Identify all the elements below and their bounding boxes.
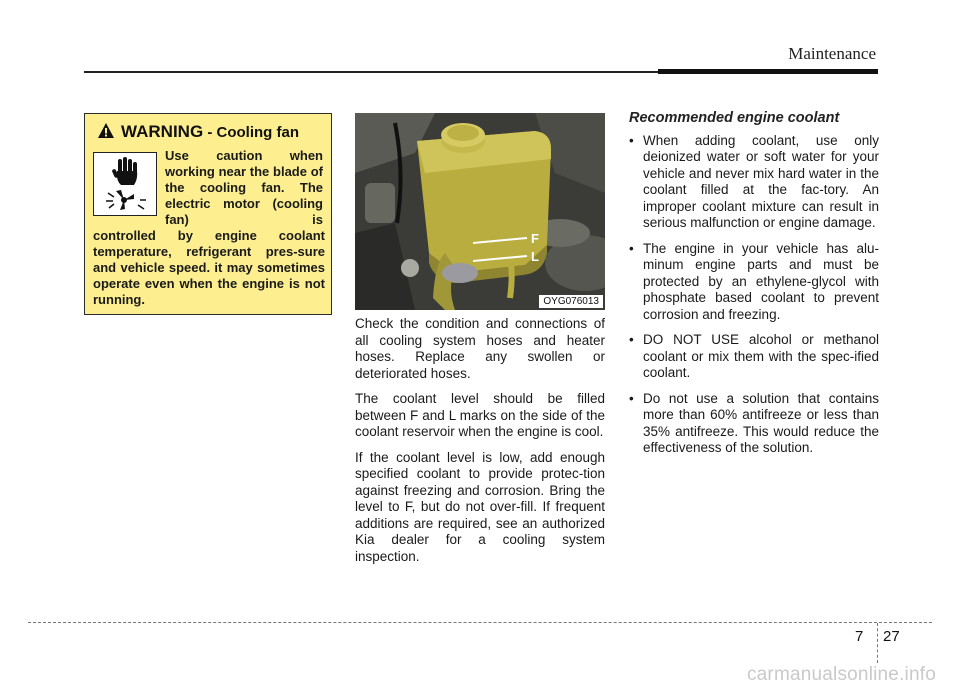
footer-divider xyxy=(877,623,878,663)
coolant-section xyxy=(629,110,879,466)
warning-pictogram xyxy=(93,152,157,216)
warning-subtitle: - Cooling fan xyxy=(203,124,299,141)
watermark: carmanualsonline.info xyxy=(746,664,936,685)
section-title: Maintenance xyxy=(788,44,876,63)
list-item: • DO NOT USE alcohol or methanol coolant or mix them with the spec-ified coolant. xyxy=(629,332,879,382)
full-mark-label: F xyxy=(531,231,539,246)
body-paragraph: The coolant level should be filled between F and L marks on the side of the coolant reservoir when the engine is cool. xyxy=(355,391,605,439)
warning-title xyxy=(97,122,327,144)
list-item: • The engine in your vehicle has alu-minum engine parts and must be protected by an ethylene-glycol with phosphate based coolant to prevent corrosion and freezing. xyxy=(629,241,879,324)
page-number: 27 xyxy=(883,628,900,645)
footer-rule xyxy=(28,622,932,623)
low-mark-label: L xyxy=(531,249,539,264)
warning-body-text: controlled by engine coolant temperature, refrigerant pres-sure and vehicle speed. it may sometimes operate even when the engine is not running. xyxy=(93,228,325,307)
section-number: 7 xyxy=(855,628,864,645)
warning-label: WARNING xyxy=(121,122,204,141)
warning-lead-text: Use caution when working near the blade of the cooling fan. The electric motor (cooling fan) is xyxy=(165,148,323,227)
coolant-bullet-list xyxy=(629,133,879,457)
body-paragraph: If the coolant level is low, add enough specified coolant to provide protec-tion against freezing and corrosion. Bring the level to F, but do not over-fill. If frequent additions are required, see an authorized Kia dealer for a cooling system inspection. xyxy=(355,449,605,564)
body-paragraph: Check the condition and connections of all cooling system hoses and heater hoses. Replace any swollen or deteriorated hoses. xyxy=(355,316,605,381)
warning-triangle-icon xyxy=(97,122,115,144)
list-item: • Do not use a solution that contains more than 60% antifreeze or less than 35% antifreeze. This would reduce the effectiveness of the solution. xyxy=(629,391,879,457)
photo-code: OYG076013 xyxy=(539,295,603,308)
body-text-column xyxy=(355,316,605,574)
coolant-reservoir-photo xyxy=(355,113,605,310)
fan-hazard-icon xyxy=(106,190,146,210)
header-rule-accent xyxy=(658,69,878,74)
hand-stop-icon xyxy=(111,157,137,185)
list-item: • When adding coolant, use only deionized water or soft water for your vehicle and never mix hard water in the coolant filled at the fac-tory. An improper coolant mixture can result in serious malfunction or engine damage. xyxy=(629,133,879,232)
coolant-heading: Recommended engine coolant xyxy=(629,110,840,126)
warning-box xyxy=(84,113,332,315)
